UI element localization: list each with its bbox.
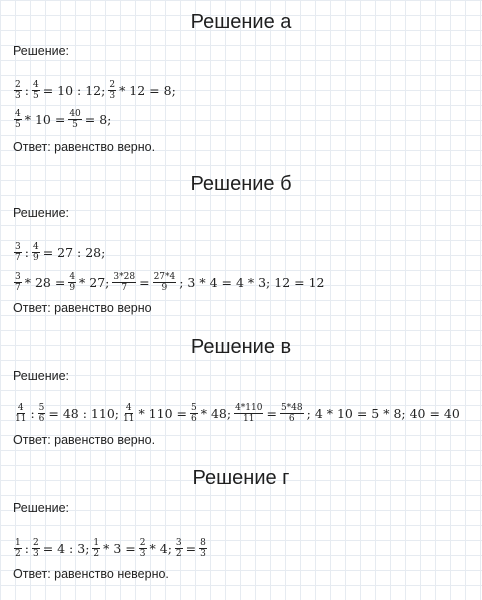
- fraction-denominator: 2: [175, 549, 182, 559]
- math-text: :: [24, 245, 29, 260]
- fraction-numerator: 3*28: [113, 272, 136, 282]
- fraction-numerator: 40: [69, 109, 81, 119]
- fraction: [68, 109, 81, 130]
- fraction-numerator: 4: [17, 403, 24, 413]
- fraction-denominator: 9: [32, 253, 39, 263]
- math-text: = 10 : 12;: [42, 83, 106, 98]
- fraction-denominator: 7: [121, 283, 128, 293]
- fraction-denominator: 3: [32, 549, 39, 559]
- fraction-denominator: 9: [69, 283, 76, 293]
- fraction: [14, 403, 27, 424]
- solution-label: Решение:: [13, 206, 70, 220]
- solution-a: [0, 10, 482, 160]
- fraction-denominator: 6: [288, 414, 295, 424]
- fraction-numerator: 1: [15, 538, 21, 548]
- math-text: * 4;: [149, 541, 172, 556]
- fraction-numerator: 27*4: [153, 272, 176, 282]
- fraction-numerator: 4: [15, 109, 21, 119]
- fraction-numerator: 4*110: [235, 403, 263, 413]
- fraction: [32, 80, 40, 101]
- math-line: [13, 109, 113, 130]
- fraction-numerator: 5: [38, 403, 45, 413]
- math-text: * 27;: [79, 275, 110, 290]
- math-text: = 4 : 3;: [42, 541, 90, 556]
- math-text: =: [266, 406, 277, 421]
- fraction-numerator: 3: [175, 538, 182, 548]
- math-line: [13, 80, 178, 101]
- solution-c: [0, 335, 482, 455]
- fraction-numerator: 3: [15, 272, 21, 282]
- answer-text: Ответ: равенство верно.: [13, 433, 156, 447]
- fraction-denominator: 9: [161, 283, 168, 293]
- fraction-numerator: 4: [125, 403, 132, 413]
- math-text: =: [139, 275, 150, 290]
- fraction: [32, 242, 40, 263]
- fraction-denominator: 3: [109, 91, 116, 101]
- fraction-denominator: 2: [93, 549, 100, 559]
- fraction-numerator: 4: [32, 242, 39, 252]
- answer-text: Ответ: равенство верно.: [13, 140, 156, 154]
- fraction-denominator: 11: [15, 414, 27, 424]
- fraction-denominator: 3: [15, 91, 21, 101]
- math-text: * 3 =: [103, 541, 136, 556]
- fraction-denominator: 5: [15, 120, 21, 130]
- fraction: [234, 403, 263, 424]
- fraction: [153, 272, 177, 293]
- fraction-numerator: 3: [15, 242, 21, 252]
- math-text: ; 3 * 4 = 4 * 3; 12 = 12: [179, 275, 325, 290]
- fraction-denominator: 3: [139, 549, 146, 559]
- math-text: :: [30, 406, 35, 421]
- fraction: [122, 403, 135, 424]
- fraction-numerator: 2: [139, 538, 146, 548]
- fraction-denominator: 7: [15, 253, 21, 263]
- math-text: = 27 : 28;: [42, 245, 106, 260]
- fraction: [14, 272, 22, 293]
- fraction: [68, 272, 76, 293]
- fraction-denominator: 7: [15, 283, 21, 293]
- fraction-numerator: 4: [32, 80, 39, 90]
- fraction-denominator: 6: [190, 414, 197, 424]
- math-text: = 48 : 110;: [48, 406, 119, 421]
- fraction: [14, 109, 22, 130]
- fraction-denominator: 6: [38, 414, 45, 424]
- fraction: [175, 538, 183, 559]
- fraction: [108, 80, 116, 101]
- math-text: =: [185, 541, 197, 556]
- fraction-numerator: 4: [69, 272, 76, 282]
- math-text: :: [24, 541, 29, 556]
- math-line: [13, 538, 208, 559]
- fraction-numerator: 5*48: [280, 403, 303, 413]
- fraction-denominator: 5: [32, 91, 39, 101]
- section-title: Решение а: [190, 11, 292, 33]
- solution-d: [0, 466, 482, 591]
- solution-label: Решение:: [13, 44, 70, 58]
- math-text: :: [24, 83, 29, 98]
- fraction-numerator: 2: [32, 538, 39, 548]
- fraction: [199, 538, 207, 559]
- fraction-denominator: 5: [72, 120, 78, 130]
- section-title: Решение б: [190, 173, 292, 195]
- fraction-denominator: 11: [123, 414, 135, 424]
- fraction-numerator: 2: [109, 80, 116, 90]
- fraction-numerator: 2: [15, 80, 21, 90]
- fraction: [112, 272, 136, 293]
- fraction: [38, 403, 46, 424]
- fraction-denominator: 2: [15, 549, 21, 559]
- fraction: [92, 538, 100, 559]
- math-text: * 48;: [200, 406, 232, 421]
- fraction: [14, 538, 22, 559]
- math-line: [13, 403, 462, 424]
- fraction: [14, 242, 22, 263]
- answer-text: Ответ: равенство неверно.: [13, 567, 169, 581]
- math-text: = 8;: [84, 112, 112, 127]
- fraction-numerator: 1: [93, 538, 100, 548]
- section-title: Решение г: [192, 467, 290, 489]
- solution-label: Решение:: [13, 369, 70, 383]
- math-text: * 110 =: [138, 406, 187, 421]
- solution-label: Решение:: [13, 501, 70, 515]
- solution-b: [0, 172, 482, 322]
- math-text: * 28 =: [24, 275, 66, 290]
- fraction-denominator: 3: [200, 549, 206, 559]
- math-text: * 12 = 8;: [119, 83, 176, 98]
- fraction: [14, 80, 22, 101]
- math-line: [13, 242, 107, 263]
- math-text: ; 4 * 10 = 5 * 8; 40 = 40: [306, 406, 460, 421]
- fraction-numerator: 8: [200, 538, 206, 548]
- fraction: [280, 403, 304, 424]
- fraction: [32, 538, 40, 559]
- fraction: [139, 538, 147, 559]
- math-line: [13, 272, 326, 293]
- fraction-denominator: 11: [243, 414, 255, 424]
- answer-text: Ответ: равенство верно: [13, 301, 152, 315]
- math-text: * 10 =: [24, 112, 66, 127]
- fraction: [190, 403, 198, 424]
- section-title: Решение в: [190, 336, 292, 358]
- fraction-numerator: 5: [190, 403, 197, 413]
